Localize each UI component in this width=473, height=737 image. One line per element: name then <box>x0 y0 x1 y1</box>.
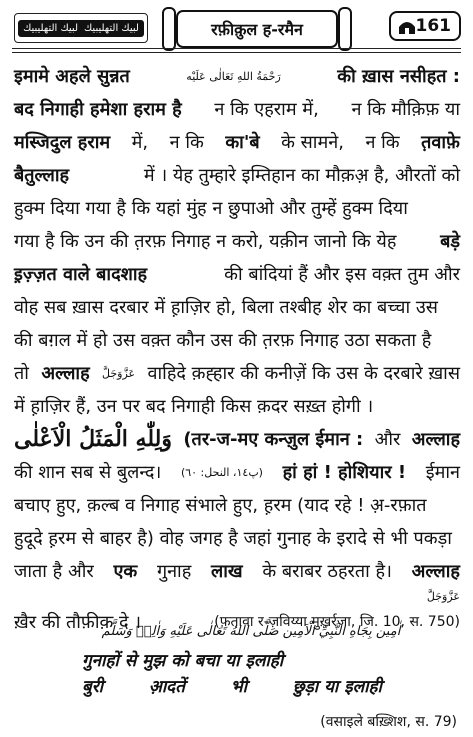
ameen-prayer: اٰمِين بِجَاهِ النَّبِيِّ الْاَمِين صَلَّى اللهُ تَعَالٰى عَلَيْهِ وَاٰلِهٖ وَسَلَّم <box>101 624 401 639</box>
text-segment: ख़ैर की तौफ़ीक़ दे । <box>14 612 142 633</box>
text-line <box>14 555 460 588</box>
text-segment: अल्लाह <box>411 561 460 582</box>
text-segment: इमामे अहले सुन्नत <box>14 66 130 87</box>
text-line <box>14 93 460 126</box>
text-segment: में । येह तुम्हारे इम्तिहान का मौक़अ़ है, औरतों को <box>143 165 460 186</box>
poem-line: गुनाहों से मुझ को बचा या इलाही <box>82 651 284 671</box>
text-segment: गया है कि उन की त़रफ़ निगाह न करो, यक़ीन जानो कि येह <box>14 231 397 252</box>
text-segment: (फ़तावा र-ज़विय्या मुख़र्रजा, जि. 10, स. 750) <box>214 614 460 630</box>
text-segment: बद निगाही हमेशा हराम है <box>14 99 182 120</box>
text-segment: की शान सब से बुलन्द। <box>14 462 162 483</box>
text-segment: (तर-ज-मए कन्ज़ुल ईमान : <box>183 429 364 450</box>
text-segment: जाता है और <box>14 561 94 582</box>
poem-word: भी <box>230 677 247 697</box>
text-segment: में ह़ाज़िर हैं, उन पर बद निगाही किस क़दर सख़्त होगी । <box>14 396 374 417</box>
text-segment: न कि मौक़िफ़ या <box>351 99 460 120</box>
poem <box>82 648 382 700</box>
text-segment: के बराबर ठहरता है। <box>262 561 392 582</box>
text-segment: लाख <box>211 561 243 582</box>
book-title-text: रफ़ीक़ुल ह-रमैन <box>211 20 303 39</box>
header-rule <box>12 52 461 53</box>
text-line <box>14 423 460 456</box>
header-rule <box>12 48 461 49</box>
text-segment: वोह सब ख़ास दरबार में ह़ाज़िर हो, बिला तश्बीह शेर का बच्चा उस <box>14 297 438 318</box>
text-segment: गुनाह <box>156 561 192 582</box>
text-segment: बैतुल्लाह <box>14 165 70 186</box>
book-title <box>176 10 338 48</box>
page-header <box>8 6 465 52</box>
text-line <box>14 192 460 225</box>
text-segment: عَزَّوَجَلَّ <box>102 367 136 380</box>
text-line <box>14 60 460 93</box>
text-segment: वाहिदे क़ह्हार की कनीज़ें कि उस के दरबारे ख़ास <box>147 363 460 384</box>
text-line <box>14 225 460 258</box>
poem-word: बुरी <box>82 677 104 697</box>
text-segment: इ़ज़्ज़त वाले बादशाह <box>14 264 148 285</box>
text-line <box>14 588 460 606</box>
text-line <box>14 390 460 423</box>
text-line <box>14 126 460 159</box>
text-segment: में, <box>131 132 149 153</box>
text-line <box>14 291 460 324</box>
text-segment: बचाए हुए, क़ल्ब व निगाह संभाले हुए, ह़रम (याद रहे ! अ़-रफ़ात <box>14 495 427 516</box>
page-number-box <box>389 11 461 41</box>
body-text <box>14 60 460 639</box>
text-line <box>14 522 460 555</box>
text-segment: के सामने, <box>281 132 344 153</box>
poem-word: आ़दतें <box>148 677 185 697</box>
source-reference: (वसाइले बख़्शिश, स. 79) <box>320 714 457 730</box>
text-line <box>14 159 460 192</box>
text-segment: न कि <box>365 132 400 153</box>
text-segment: अल्लाह <box>41 363 90 384</box>
text-segment: का'बे <box>225 132 260 153</box>
text-segment: عَزَّوَجَلَّ <box>426 590 460 603</box>
page-number: 161 <box>415 16 451 36</box>
text-segment: हुक्म दिया गया है कि यहां मुंह न छुपाओ और तुम्हें हुक्म दिया <box>14 198 408 219</box>
poem-line <box>82 674 382 700</box>
text-line <box>14 357 460 390</box>
text-segment: हां हां ! होशियार ! <box>282 462 407 483</box>
text-segment: बड़े <box>440 231 460 252</box>
text-segment: और <box>374 429 401 450</box>
text-segment: (پ١٤، النحل: ٦٠) <box>180 466 263 479</box>
text-segment: तो <box>14 363 29 384</box>
text-segment: की बग़ल में हो उस वक़्त कौन उस की त़रफ़ निगाह उठा सकता है <box>14 330 432 351</box>
poem-word: छुड़ा या इलाही <box>292 677 382 697</box>
text-segment: وَلِلّٰهِ الْمَثَلُ الْاَعْلٰى <box>14 426 172 452</box>
text-segment: न कि एहराम में, <box>214 99 319 120</box>
text-segment: हुदूदे ह़रम से बाहर है) वोह जगह है जहां गुनाह के इरादे से भी पकड़ा <box>14 528 452 549</box>
text-segment: ईमान <box>425 462 460 483</box>
logo-text-a: لبيك التهليبيك <box>23 22 78 34</box>
text-segment: एक <box>113 561 138 582</box>
labbaik-logo <box>14 13 148 43</box>
text-line <box>14 258 460 291</box>
text-segment: त़वाफ़े <box>421 132 460 153</box>
text-segment: अल्लाह <box>411 429 460 450</box>
text-line <box>14 489 460 522</box>
kaaba-icon <box>397 19 417 35</box>
text-segment: न कि <box>169 132 204 153</box>
text-segment: मस्जिदुल हराम <box>14 132 111 153</box>
text-line <box>14 456 460 489</box>
text-segment: की बांदियां हैं और इस वक़्त तुम और <box>224 264 460 285</box>
text-line <box>14 324 460 357</box>
text-segment: की ख़ास नसीहत : <box>337 66 460 87</box>
logo-text-b: لبيك التهليبيك <box>84 22 139 34</box>
text-segment: رَحْمَةُ اللهِ تَعَالٰى عَلَيْه <box>186 70 281 83</box>
